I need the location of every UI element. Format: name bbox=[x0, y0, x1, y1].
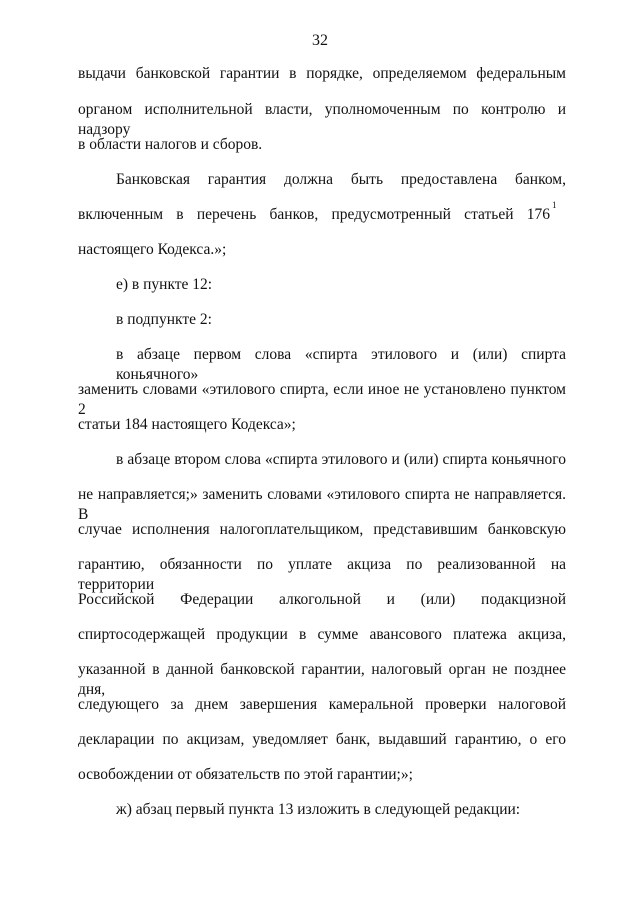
text-line: в подпункте 2: bbox=[116, 311, 212, 328]
text-line: включенным в перечень банков, предусмотренный статьей 176 bbox=[78, 206, 550, 223]
text-line: в абзаце втором слова «спирта этилового и (или) спирта коньячного bbox=[116, 451, 566, 468]
text-line: в области налогов и сборов. bbox=[78, 136, 263, 153]
text-line: освобождении от обязательств по этой гарантии;»; bbox=[78, 766, 413, 783]
text-line: настоящего Кодекса.»; bbox=[78, 241, 227, 258]
text-line: е) в пункте 12: bbox=[116, 276, 213, 293]
text-line: ж) абзац первый пункта 13 изложить в следующей редакции: bbox=[116, 801, 521, 818]
text-line: гарантию, обязанности по уплате акциза по реализованной на территории bbox=[78, 556, 566, 593]
text-line: Российской Федерации алкогольной и (или) подакцизной bbox=[78, 591, 566, 608]
text-line: спиртосодержащей продукции в сумме авансового платежа акциза, bbox=[78, 626, 566, 643]
text-line: следующего за днем завершения камеральной проверки налоговой bbox=[78, 696, 566, 713]
superscript: 1 bbox=[552, 200, 557, 210]
text-line: статьи 184 настоящего Кодекса»; bbox=[78, 416, 296, 433]
text-line: в абзаце первом слова «спирта этилового и (или) спирта коньячного» bbox=[116, 346, 566, 383]
text-line: указанной в данной банковской гарантии, налоговый орган не позднее дня, bbox=[78, 661, 566, 698]
text-line: декларации по акцизам, уведомляет банк, выдавший гарантию, о его bbox=[78, 731, 566, 748]
text-line: заменить словами «этилового спирта, если иное не установлено пунктом 2 bbox=[78, 381, 566, 418]
text-line: не направляется;» заменить словами «этилового спирта не направляется. В bbox=[78, 486, 566, 523]
text-line: Банковская гарантия должна быть предоставлена банком, bbox=[116, 171, 566, 188]
page-number: 32 bbox=[312, 32, 328, 49]
text-line: выдачи банковской гарантии в порядке, определяемом федеральным bbox=[78, 65, 566, 82]
text-line: органом исполнительной власти, уполномоченным по контролю и надзору bbox=[78, 101, 566, 138]
text-line: случае исполнения налогоплательщиком, представившим банковскую bbox=[78, 521, 566, 538]
